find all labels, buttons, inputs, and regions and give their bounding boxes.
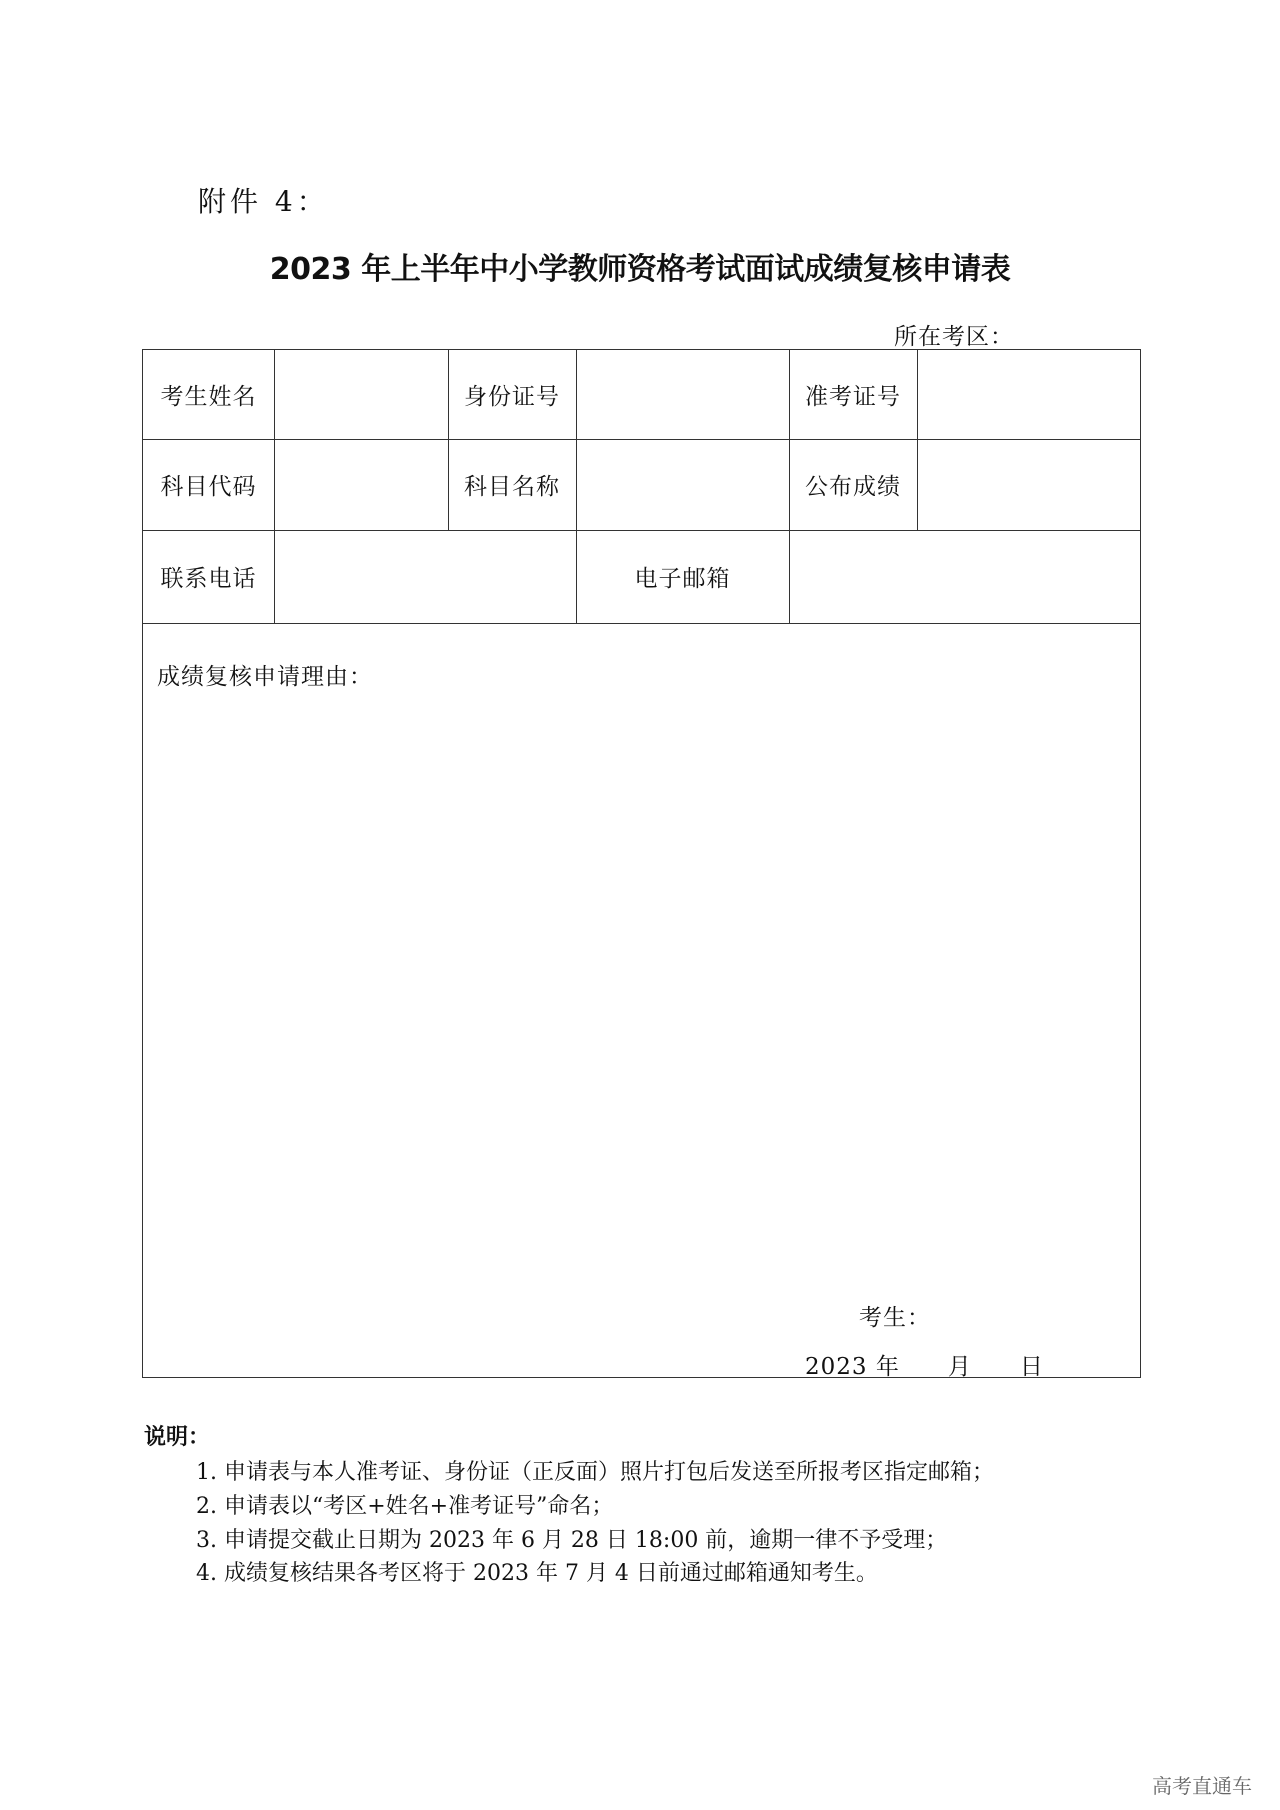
row-divider	[143, 623, 1140, 624]
note-item: 4. 成绩复核结果各考区将于 2023 年 7 月 4 日前通过邮箱通知考生。	[196, 1561, 878, 1586]
notes-title: 说明：	[144, 1425, 211, 1450]
subject-code-label: 科目代码	[160, 474, 257, 500]
ticket-field[interactable]	[917, 350, 1141, 439]
id-field[interactable]	[576, 350, 789, 439]
score-label: 公布成绩	[805, 474, 901, 500]
reason-label: 成绩复核申请理由：	[157, 664, 373, 690]
ticket-label: 准考证号	[805, 384, 901, 410]
name-label: 考生姓名	[160, 384, 257, 410]
score-field[interactable]	[917, 439, 1141, 530]
subject-name-field[interactable]	[576, 439, 789, 530]
email-field[interactable]	[789, 530, 1141, 623]
date-line: 2023 年 月 日	[805, 1354, 1044, 1380]
watermark: 高考直通车	[1152, 1774, 1252, 1798]
note-item: 2. 申请表以“考区+姓名+准考证号”命名；	[196, 1494, 614, 1519]
email-label: 电子邮箱	[634, 566, 731, 592]
subject-name-label: 科目名称	[464, 474, 560, 500]
note-item: 1. 申请表与本人准考证、身份证（正反面）照片打包后发送至所报考区指定邮箱；	[196, 1460, 994, 1485]
application-form-table	[142, 349, 1141, 1378]
phone-label: 联系电话	[160, 566, 257, 592]
page-title: 2023 年上半年中小学教师资格考试面试成绩复核申请表	[269, 252, 1011, 287]
subject-code-field[interactable]	[274, 439, 448, 530]
district-label: 所在考区：	[894, 324, 1014, 350]
attachment-label: 附件 4：	[198, 185, 329, 218]
id-label: 身份证号	[464, 384, 560, 410]
name-field[interactable]	[274, 350, 448, 439]
phone-field[interactable]	[274, 530, 576, 623]
note-item: 3. 申请提交截止日期为 2023 年 6 月 28 日 18:00 前，逾期一律不予受理；	[196, 1528, 948, 1553]
reason-field[interactable]	[144, 695, 1140, 1245]
signature-label: 考生：	[859, 1305, 931, 1331]
